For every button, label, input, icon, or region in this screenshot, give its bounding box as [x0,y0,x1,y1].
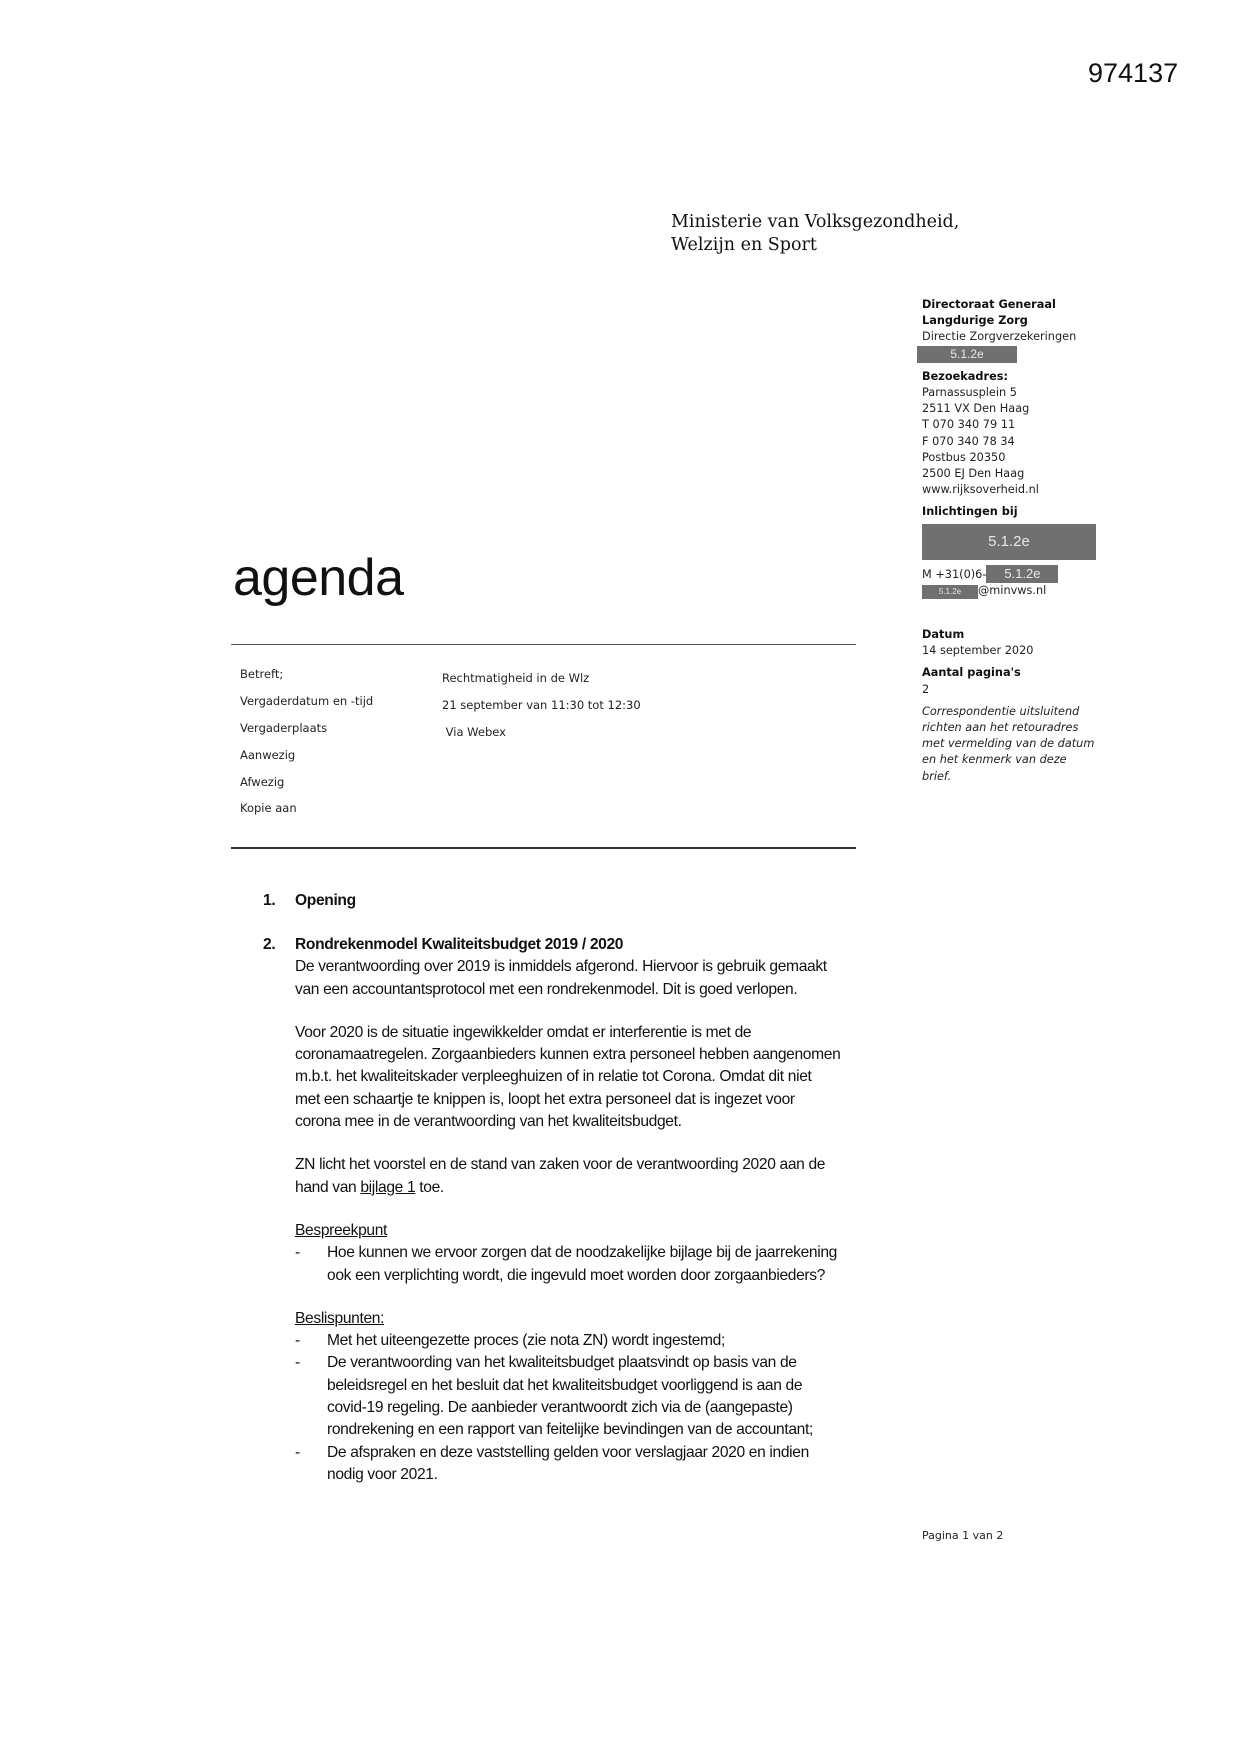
para-line: ZN licht het voorstel en de stand van zaken voor de verantwoording 2020 aan de [295,1156,826,1174]
bullet-line: rondrekening en een rapport van feitelijke bevindingen van de accountant; [327,1421,813,1439]
decision-bullet [295,1352,903,1441]
sidebar-info [922,297,1132,785]
decision-bullet [295,1442,903,1487]
note-line: brief. [922,769,952,783]
agenda-item-2 [263,934,903,1486]
meta-value-location: Via Webex [442,725,506,739]
redaction-box: 5.1.2e [917,346,1017,363]
pages-heading: Aantal pagina's [922,666,1021,680]
ministry-logo-text [671,211,959,257]
address-line: 2511 VX Den Haag [922,402,1030,416]
decide-heading: Beslispunten: [295,1309,385,1327]
para-line: De verantwoording over 2019 is inmiddels afgerond. Hiervoor is gebruik gemaakt [295,958,827,976]
mobile-prefix: M +31(0)6- [922,567,987,581]
item-number: 2. [263,936,276,953]
info-heading: Inlichtingen bij [922,505,1018,519]
ministry-line-1: Ministerie van Volksgezondheid, [671,212,960,232]
meta-label: Kopie aan [240,801,297,815]
address-line: Postbus 20350 [922,450,1006,464]
discuss-bullet [295,1242,903,1287]
page-number: Pagina 1 van 2 [922,1529,1004,1542]
bullet-line: ook een verplichting wordt, die ingevuld moet worden door zorgaanbieders? [327,1266,826,1284]
pages-value: 2 [922,682,930,696]
bullet-line: De afspraken en deze vaststelling gelden voor verslagjaar 2020 en indien [327,1443,809,1461]
para-line: Voor 2020 is de situatie ingewikkelder omdat er interferentie is met de [295,1023,752,1041]
note-line: met vermelding van de datum [922,737,1095,751]
decision-bullet [295,1330,903,1352]
bullet-line: De verantwoording van het kwaliteitsbudget plaatsvindt op basis van de [327,1354,797,1372]
meta-label: Vergaderdatum en -tijd [240,694,374,708]
meta-value-datetime: 21 september van 11:30 tot 12:30 [442,698,641,712]
document-id: 974137 [1088,58,1179,88]
item-number: 1. [263,892,276,909]
bullet-line: beleidsregel en het besluit dat het kwaliteitsbudget voorliggend is aan de [327,1376,803,1394]
address-line: F 070 340 78 34 [922,434,1015,448]
visit-heading: Bezoekadres: [922,369,1008,383]
para-line: m.b.t. het kwaliteitskader verpleeghuizen of in relatie tot Corona. Omdat dit niet [295,1068,812,1086]
redaction-box: 5.1.2e [986,565,1058,583]
redaction-box: 5.1.2e [922,585,978,599]
bullet-line: Met het uiteengezette proces (zie nota ZN) wordt ingestemd; [327,1332,725,1350]
meta-label: Afwezig [240,775,285,789]
dept-2: Langdurige Zorg [922,314,1028,328]
para-text: toe. [415,1178,444,1196]
attachment-link[interactable]: bijlage 1 [360,1178,416,1196]
address-line: 2500 EJ Den Haag [922,467,1025,481]
meta-label: Betreft; [240,667,284,681]
address-line: Parnassusplein 5 [922,386,1017,400]
dash-bullet: - [295,1244,300,1262]
discuss-heading: Bespreekpunt [295,1221,388,1239]
note-line: Correspondentie uitsluitend [922,704,1080,718]
website-link[interactable]: www.rijksoverheid.nl [922,483,1039,497]
dash-bullet: - [295,1332,300,1350]
redaction-box: 5.1.2e [922,524,1096,560]
bullet-line: covid-19 regeling. De aanbieder verantwoordt zich via de (aangepaste) [327,1399,793,1417]
directie: Directie Zorgverzekeringen [922,330,1077,344]
para-line: coronamaatregelen. Zorgaanbieders kunnen extra personeel hebben aangenomen [295,1046,841,1064]
divider-top [231,644,856,645]
para-line: van een accountantsprotocol met een rondrekenmodel. Dit is goed verlopen. [295,980,798,998]
meta-label: Aanwezig [240,748,296,762]
meta-label: Vergaderplaats [240,721,328,735]
para-line: corona mee in de verantwoording van het kwaliteitsbudget. [295,1113,682,1131]
note-line: en het kenmerk van deze [922,753,1067,767]
note-line: richten aan het retouradres [922,721,1079,735]
dept-1: Directoraat Generaal [922,298,1056,311]
date-heading: Datum [922,628,965,642]
bullet-line: Hoe kunnen we ervoor zorgen dat de noodzakelijke bijlage bij de jaarrekening [327,1244,837,1262]
dash-bullet: - [295,1443,300,1461]
divider-bottom [231,847,856,849]
item-title: Rondrekenmodel Kwaliteitsbudget 2019 / 2020 [295,936,624,953]
email-suffix: @minvws.nl [978,583,1047,597]
date-value: 14 september 2020 [922,644,1034,658]
dash-bullet: - [295,1354,300,1372]
meta-value-subject: Rechtmatigheid in de Wlz [442,671,590,685]
bullet-line: nodig voor 2021. [327,1465,438,1483]
item-title: Opening [295,892,356,909]
document-title: agenda [233,549,404,607]
address-line: T 070 340 79 11 [922,418,1016,432]
ministry-line-2: Welzijn en Sport [671,235,817,255]
para-line: met een schaartje te knippen is, loopt het extra personeel dat is ingezet voor [295,1090,795,1108]
para-text: hand van [295,1178,361,1196]
